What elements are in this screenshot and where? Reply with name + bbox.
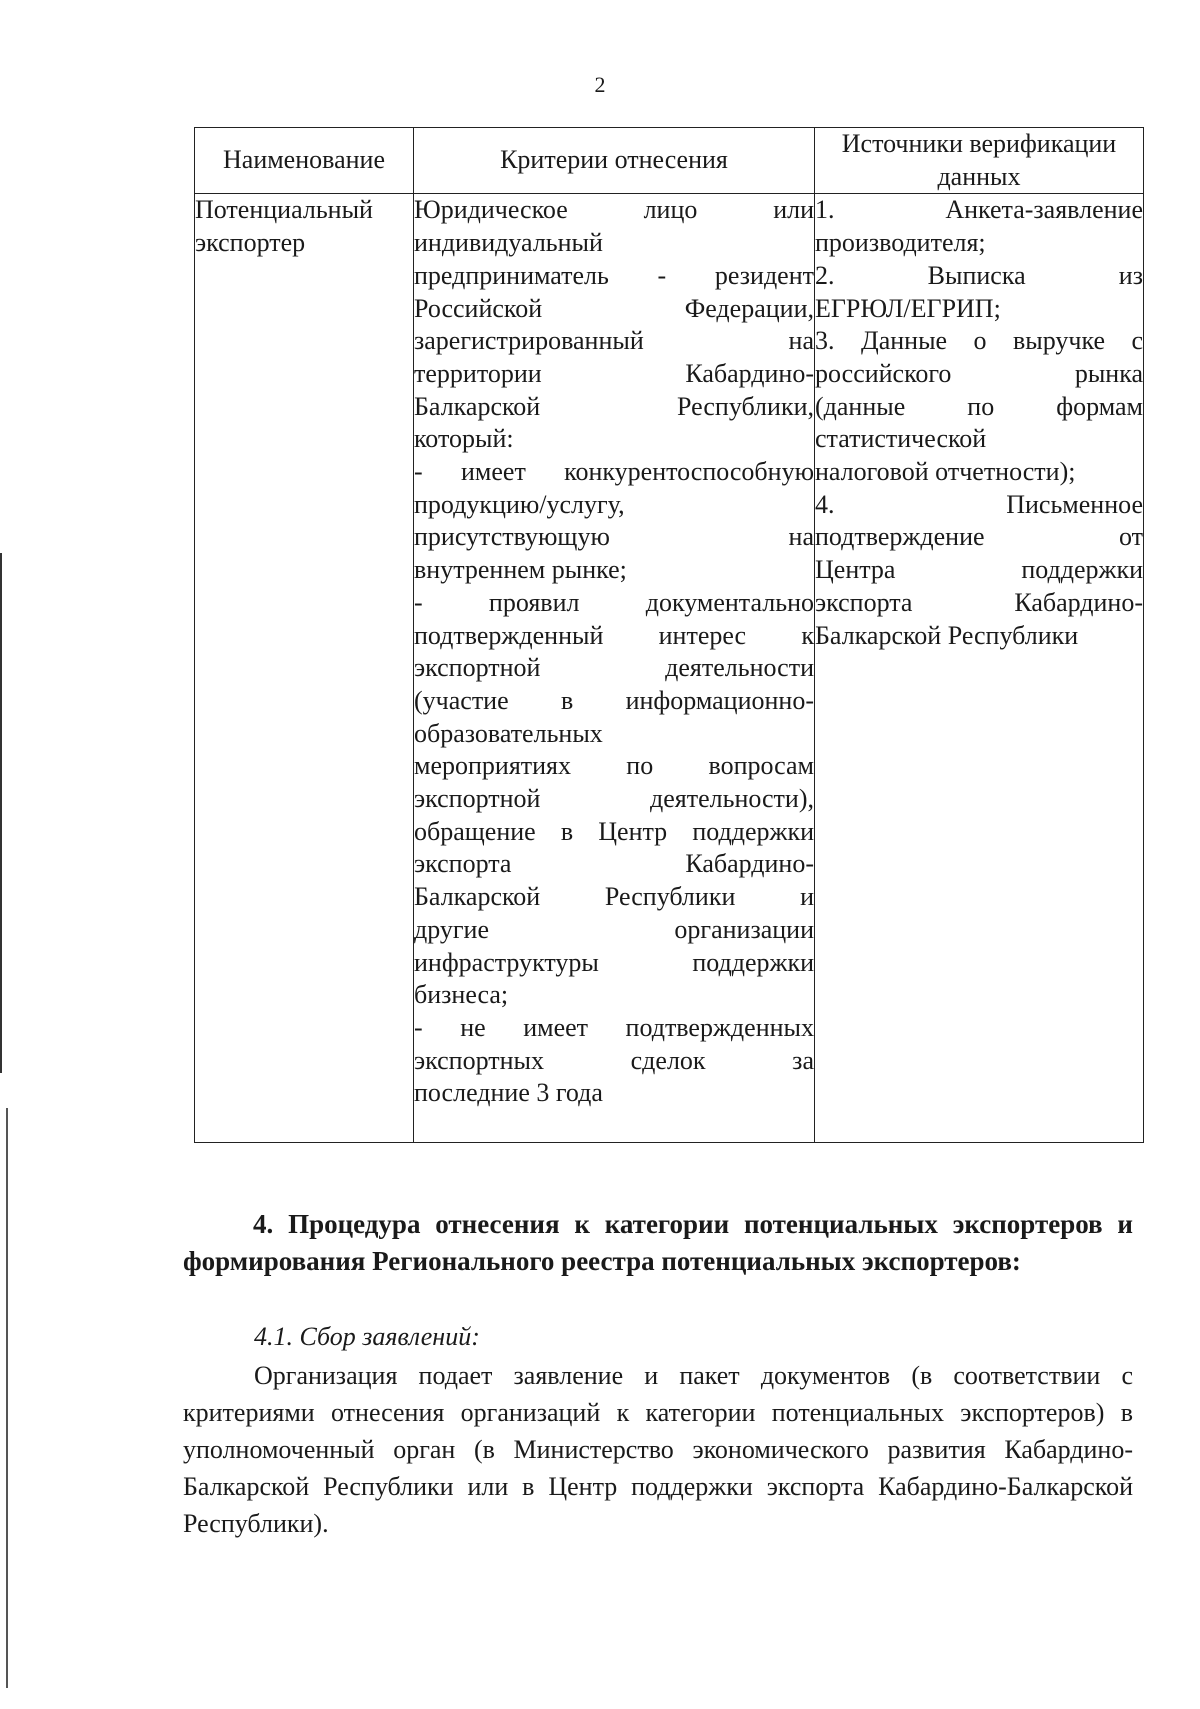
section-heading: 4. Процедура отнесения к категории потенциальных экспортеров и формирования Регионального реестра потенциальных экспортеров: — [183, 1209, 1133, 1276]
scan-edge-mark — [0, 553, 2, 1073]
criteria-line: внутреннем рынке; — [414, 555, 627, 585]
criteria-line: присутствующую на — [414, 522, 814, 552]
source-line: производителя; — [815, 228, 986, 258]
cell-name — [195, 194, 414, 1143]
subsection-title: 4.1. Сбор заявлений: — [254, 1322, 480, 1351]
criteria-line: Балкарской Республики и — [414, 882, 814, 912]
header-name: Наименование — [195, 128, 414, 194]
criteria-line: бизнеса; — [414, 980, 509, 1010]
source-line: Центра поддержки — [815, 555, 1143, 585]
cell-criteria — [414, 194, 815, 1143]
criteria-line: который: — [414, 424, 514, 454]
header-sources: Источники верификации данных — [815, 128, 1144, 194]
criteria-line: экспорта Кабардино- — [414, 849, 814, 879]
criteria-line: Российской Федерации, — [414, 293, 814, 323]
criteria-line: экспортных сделок за — [414, 1045, 814, 1075]
criteria-line: Юридическое лицо или — [414, 195, 814, 225]
name-line: Потенциальный — [195, 195, 373, 225]
criteria-line: мероприятиях по вопросам — [414, 751, 814, 781]
source-line: российского рынка — [815, 358, 1143, 388]
page-number: 2 — [594, 72, 606, 97]
table-header-row — [195, 128, 1144, 194]
criteria-line: последние 3 года — [414, 1078, 603, 1108]
criteria-line: подтвержденный интерес к — [414, 620, 814, 650]
cell-sources — [815, 194, 1144, 1143]
name-line: экспортер — [195, 228, 306, 258]
criteria-line: продукцию/услугу, — [414, 489, 625, 519]
source-line: экспорта Кабардино- — [815, 587, 1143, 617]
criteria-line: зарегистрированный на — [414, 326, 814, 356]
criteria-line: экспортной деятельности), — [414, 784, 814, 814]
criteria-line: инфраструктуры поддержки — [414, 947, 814, 977]
source-line: 1. Анкета-заявление — [815, 195, 1143, 225]
criteria-line: - не имеет подтвержденных — [414, 1012, 814, 1042]
source-line: 4. Письменное — [815, 489, 1143, 519]
criteria-table — [194, 127, 1144, 1143]
source-line: 2. Выписка из — [815, 260, 1143, 290]
criteria-line: обращение в Центр поддержки — [414, 816, 814, 846]
source-line: (данные по формам — [815, 391, 1143, 421]
body-paragraph: Организация подает заявление и пакет документов (в соответствии с критериями отнесения организаций к категории потенциальных экспортеров) в уполномоченный орган (в Министерство экономического развития Кабардино-Балкарской Республики или в Центр поддержки экспорта Кабардино-Балкарской Республики). — [183, 1361, 1133, 1538]
criteria-line: - проявил документально — [414, 587, 814, 617]
header-criteria: Критерии отнесения — [414, 128, 815, 194]
source-line: 3. Данные о выручке с — [815, 326, 1143, 356]
criteria-line: другие организации — [414, 914, 814, 944]
source-line: налоговой отчетности); — [815, 457, 1076, 487]
source-line: статистической — [815, 424, 987, 454]
criteria-line: предприниматель - резидент — [414, 260, 814, 290]
criteria-line: экспортной деятельности — [414, 653, 814, 683]
criteria-line: - имеет конкурентоспособную — [414, 457, 814, 487]
scan-edge-mark-lower — [6, 1108, 8, 1688]
criteria-line: Балкарской Республики, — [414, 391, 814, 421]
criteria-line: образовательных — [414, 718, 603, 748]
table-row — [195, 194, 1144, 1143]
source-line: Балкарской Республики — [815, 620, 1079, 650]
criteria-line: территории Кабардино- — [414, 358, 814, 388]
criteria-line: (участие в информационно- — [414, 685, 814, 715]
source-line: подтверждение от — [815, 522, 1143, 552]
criteria-line: индивидуальный — [414, 228, 603, 258]
source-line: ЕГРЮЛ/ЕГРИП; — [815, 293, 1001, 323]
